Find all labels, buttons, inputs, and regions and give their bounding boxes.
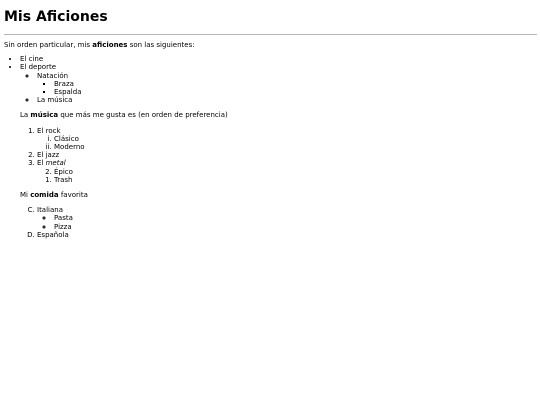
list-item-espalda: ▪ Espalda xyxy=(54,88,537,96)
list-item-braza: ▪ Braza xyxy=(54,80,537,88)
food-text-before: Mi xyxy=(20,191,31,200)
horizontal-rule xyxy=(4,34,537,35)
intro-bold-word: aficiones xyxy=(92,41,128,49)
list-item-rock xyxy=(37,127,537,152)
list-item-epico: 2. Épico xyxy=(54,168,537,176)
food-text-after: favorita xyxy=(58,191,88,200)
music-list xyxy=(20,127,537,184)
intro-text-after: son las siguientes: xyxy=(127,41,195,49)
metal-prefix: El xyxy=(37,159,46,168)
food-paragraph xyxy=(20,191,537,199)
sport-sublist xyxy=(20,72,537,105)
list-item-label: El cine xyxy=(20,55,44,64)
list-item-cine xyxy=(20,55,537,63)
page-title: Mis Aficiones xyxy=(4,9,108,25)
list-item-clasico: i. Clásico xyxy=(54,135,537,143)
list-item-moderno: ii. Moderno xyxy=(54,143,537,151)
list-item-metal xyxy=(37,159,537,184)
music-text-after: que más me gusta es (en orden de preferencia) xyxy=(58,111,228,120)
list-item-natacion xyxy=(37,72,537,97)
list-item-deporte xyxy=(20,63,537,104)
list-item-label: El rock xyxy=(37,126,61,135)
list-item-jazz: 2. El jazz xyxy=(37,151,537,159)
food-bold-word: comida xyxy=(30,191,59,200)
italian-sublist xyxy=(37,214,537,230)
metal-emphasis: metal xyxy=(45,159,66,168)
hobbies-list xyxy=(4,55,537,104)
list-item-label: El deporte xyxy=(20,63,56,72)
list-item-musica: ◦ La música xyxy=(37,96,537,104)
list-item-label: Natación xyxy=(37,71,69,80)
list-item-italiana xyxy=(37,206,537,231)
music-paragraph xyxy=(20,111,537,119)
document-page xyxy=(4,8,537,239)
intro-paragraph xyxy=(4,41,537,49)
intro-text-before: Sin orden particular, mis xyxy=(4,41,93,49)
list-item-trash: 1. Trash xyxy=(54,176,537,184)
swimming-sublist xyxy=(37,80,537,96)
music-section xyxy=(4,111,537,239)
metal-sublist xyxy=(37,168,537,184)
music-text-before: La xyxy=(20,111,31,120)
food-list xyxy=(20,206,537,239)
list-item-pizza: ◦ Pizza xyxy=(54,223,537,231)
rock-sublist xyxy=(37,135,537,151)
music-bold-word: música xyxy=(30,111,59,120)
list-item-label: Italiana xyxy=(37,206,64,215)
list-item-pasta: ◦ Pasta xyxy=(54,214,537,222)
list-item-espanola: D. Española xyxy=(37,231,537,239)
